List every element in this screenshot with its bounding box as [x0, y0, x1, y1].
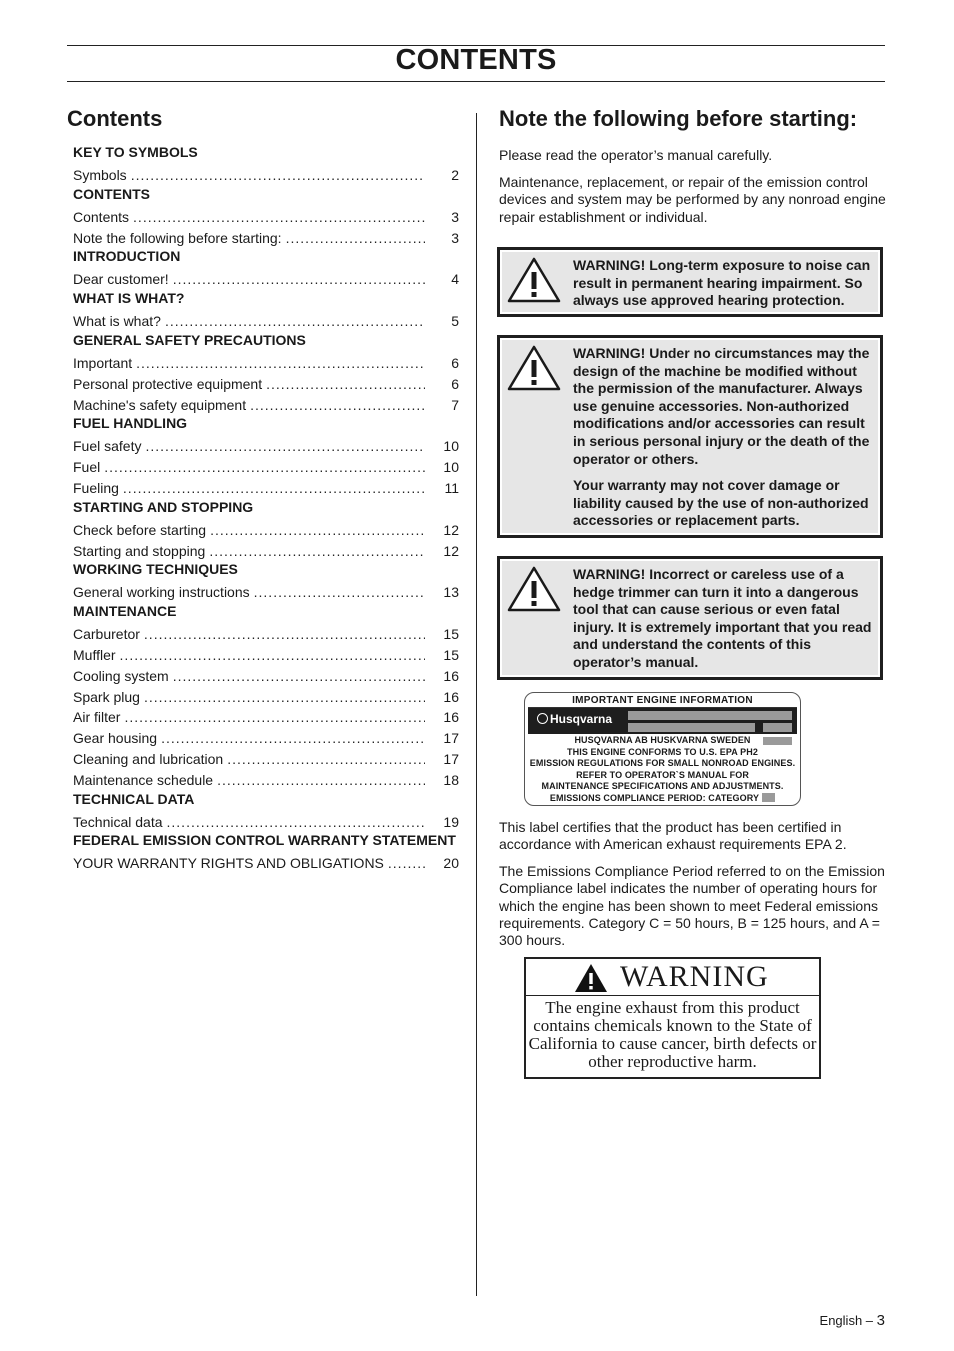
engine-information-label [524, 692, 801, 806]
toc-page-number: 19 [443, 813, 459, 830]
toc-section-title: TECHNICAL DATA [73, 790, 195, 807]
toc-page-number: 5 [451, 313, 459, 330]
toc-entry-text: Dear customer! [73, 271, 169, 288]
engine-label-field [628, 711, 792, 720]
toc-leader-dots [120, 645, 425, 666]
engine-label-line: REFER TO OPERATOR`S MANUAL FOR [576, 769, 749, 780]
toc-entry[interactable] [73, 520, 459, 541]
toc-page-number: 10 [443, 459, 459, 476]
toc-entry-text: Fueling [73, 479, 119, 496]
toc-leader-dots [173, 269, 425, 290]
toc-entry[interactable] [73, 624, 459, 645]
toc-leader-dots [250, 395, 425, 416]
toc-entry-text: Check before starting [73, 521, 207, 538]
toc-leader-dots [145, 436, 425, 457]
california-warning-box [524, 957, 821, 1079]
toc-entry-text: Cooling system [73, 667, 169, 684]
toc-page-number: 3 [451, 208, 459, 225]
toc-page-number: 16 [443, 667, 459, 684]
toc-entry[interactable] [73, 770, 459, 791]
toc-page-number: 12 [443, 542, 459, 559]
toc-leader-dots [161, 728, 425, 749]
toc-entry[interactable] [73, 582, 459, 603]
toc-entry-text: Fuel [73, 459, 101, 476]
engine-label-line-category [525, 793, 800, 805]
toc-entry-text: What is what? [73, 313, 161, 330]
warning-paragraph: WARNING! Incorrect or careless use of a hedge trimmer can turn it into a dangerous tool that can cause serious or even fatal injury. It is extremely important that you read and understand the contents of this operator’s manual. [573, 566, 872, 670]
toc-leader-dots [133, 207, 425, 228]
page-footer [820, 1312, 885, 1329]
california-warning-text: The engine exhaust from this product contains chemicals known to the State of California to cause cancer, birth defects or other reproductive harm. [528, 998, 817, 1071]
warning-text [573, 338, 874, 530]
engine-label-field [763, 723, 792, 732]
toc-entry[interactable] [73, 395, 459, 416]
husqvarna-logo [537, 712, 612, 726]
toc-entry[interactable] [73, 645, 459, 666]
toc-page-number: 16 [443, 688, 459, 705]
column-divider [476, 113, 477, 1296]
toc-leader-dots [210, 520, 425, 541]
toc-entry-text: Important [73, 354, 133, 371]
toc-leader-dots [136, 353, 425, 374]
toc-entry-text: Personal protective equipment [73, 375, 263, 392]
footer-separator: – [865, 1313, 874, 1328]
toc-entry-text: Technical data [73, 813, 163, 830]
toc-leader-dots [165, 311, 425, 332]
toc-section-title: KEY TO SYMBOLS [73, 144, 198, 160]
toc-leader-dots [131, 165, 425, 186]
toc-entry[interactable] [73, 728, 459, 749]
toc-entry[interactable] [73, 353, 459, 374]
maintenance-paragraph: Maintenance, replacement, or repair of the emission control devices and system may be performed by any nonroad engine repair establishment or individual. [499, 174, 886, 225]
note-heading: Note the following before starting: [499, 106, 858, 131]
toc-leader-dots [104, 457, 425, 478]
toc-entry[interactable] [73, 687, 459, 708]
toc-entry-text: Carburetor [73, 626, 140, 643]
warning-paragraph: WARNING! Under no circumstances may the design of the machine be modified without the permission of the manufacturer. Always use genuine accessories. Non-authorized modifications and/or accessories can result in serious personal injury or the death of the operator or others. [573, 345, 870, 467]
toc-page-number: 3 [451, 229, 459, 246]
toc-entry-text: General working instructions [73, 584, 250, 601]
warning-paragraph: WARNING! Long-term exposure to noise can result in permanent hearing impairment. So always use approved hearing protection. [573, 257, 871, 309]
toc-page-number: 6 [451, 375, 459, 392]
warning-text [573, 250, 874, 310]
engine-label-text [525, 735, 800, 805]
engine-label-line: HUSQVARNA AB HUSKVARNA SWEDEN [574, 735, 751, 745]
toc-entry-text: Cleaning and lubrication [73, 750, 224, 767]
warning-triangle-icon [574, 963, 608, 993]
toc-leader-dots [123, 478, 425, 499]
toc-page-number: 16 [443, 709, 459, 726]
warning-triangle-icon [506, 256, 562, 304]
toc-page-number: 10 [443, 438, 459, 455]
toc-entry[interactable] [73, 436, 459, 457]
warning-box-noise [497, 247, 883, 317]
toc-page-number: 2 [451, 167, 459, 183]
toc-heading: Contents [67, 106, 163, 131]
category-field [762, 793, 775, 802]
california-warning-heading: WARNING [620, 960, 769, 993]
toc-leader-dots [209, 541, 425, 562]
page-number: 3 [876, 1312, 885, 1329]
engine-label-line: EMISSION REGULATIONS FOR SMALL NONROAD ENGINES. [529, 758, 796, 769]
toc-page-number: 20 [443, 855, 459, 872]
toc-page-number: 7 [451, 396, 459, 413]
toc-entry[interactable] [73, 478, 459, 499]
toc-section-title: WORKING TECHNIQUES [73, 561, 238, 578]
toc-section-title: CONTENTS [73, 185, 150, 202]
toc-entry-text: Maintenance schedule [73, 771, 214, 788]
toc-entry[interactable] [73, 374, 459, 395]
toc-entry-text: Contents [73, 208, 130, 225]
toc-entry-text: Machine's safety equipment [73, 396, 247, 413]
toc-entry-text: Fuel safety [73, 438, 142, 455]
california-warning-header [526, 959, 819, 996]
toc-leader-dots [254, 582, 425, 603]
toc-section-title: GENERAL SAFETY PRECAUTIONS [73, 331, 306, 348]
toc-entry[interactable] [73, 311, 459, 332]
brand-name: Husqvarna [550, 712, 613, 726]
toc-page-number: 13 [443, 584, 459, 601]
warning-text [573, 559, 874, 672]
title-underline [67, 81, 885, 82]
toc-entry[interactable] [73, 228, 459, 249]
compliance-period-paragraph: The Emissions Compliance Period referred to on the Emission Compliance label indicates the number of operating hours for which the engine has been shown to meet Federal emissions requirements. Category C = 50 hours, B = 125 hours, and A = 300 hours. [499, 863, 885, 949]
toc-leader-dots [167, 812, 425, 833]
toc-section-title: FEDERAL EMISSION CONTROL WARRANTY STATEMENT [73, 832, 456, 849]
label-certification-paragraph: This label certifies that the product has been certified in accordance with American exhaust requirements EPA 2. [499, 819, 847, 853]
engine-label-line: MAINTENANCE SPECIFICATIONS AND ADJUSTMENTS. [541, 781, 784, 792]
warning-triangle-icon [506, 344, 562, 392]
table-of-contents [73, 144, 459, 874]
toc-entry[interactable] [73, 165, 459, 186]
toc-entry-text: Note the following before starting: [73, 229, 282, 246]
toc-leader-dots [217, 770, 425, 791]
engine-label-line: THIS ENGINE CONFORMS TO U.S. EPA PH2 [567, 746, 758, 757]
warning-box-careless-use [497, 556, 883, 680]
page-title: CONTENTS [395, 44, 557, 76]
toc-entry[interactable] [73, 541, 459, 562]
toc-entry[interactable] [73, 707, 459, 728]
toc-entry[interactable] [73, 749, 459, 770]
footer-language: English [819, 1313, 863, 1328]
toc-entry-text: Air filter [73, 709, 121, 726]
toc-page-number: 11 [444, 479, 459, 496]
toc-leader-dots [388, 853, 425, 874]
toc-entry[interactable] [73, 812, 459, 833]
toc-entry-text: Gear housing [73, 730, 158, 747]
toc-page-number: 18 [443, 771, 459, 788]
toc-page-number: 6 [451, 354, 459, 371]
husqvarna-crown-icon [537, 713, 548, 724]
toc-entry[interactable] [73, 457, 459, 478]
toc-leader-dots [227, 749, 425, 770]
warning-box-modification [497, 335, 883, 538]
toc-entry-text: Symbols [73, 167, 127, 183]
toc-entry-text: Spark plug [73, 688, 140, 705]
toc-leader-dots [144, 624, 425, 645]
toc-leader-dots [173, 666, 425, 687]
toc-leader-dots [124, 707, 425, 728]
toc-entry[interactable] [73, 207, 459, 228]
toc-page-number: 12 [443, 521, 459, 538]
toc-leader-dots [144, 687, 425, 708]
toc-entry[interactable] [73, 666, 459, 687]
toc-page-number: 15 [443, 646, 459, 663]
toc-page-number: 17 [443, 730, 459, 747]
engine-label-title: IMPORTANT ENGINE INFORMATION [572, 695, 753, 706]
toc-page-number: 17 [443, 750, 459, 767]
toc-section-title: FUEL HANDLING [73, 415, 188, 432]
toc-section-title: INTRODUCTION [73, 248, 181, 265]
toc-page-number: 4 [451, 271, 459, 288]
toc-entry-text: Muffler [73, 646, 116, 663]
intro-paragraph: Please read the operator’s manual carefully. [499, 147, 773, 163]
toc-page-number: 15 [443, 626, 459, 643]
toc-section-title: WHAT IS WHAT? [73, 290, 185, 307]
toc-entry[interactable] [73, 853, 459, 874]
toc-section-title: STARTING AND STOPPING [73, 498, 254, 515]
toc-entry-text: YOUR WARRANTY RIGHTS AND OBLIGATIONS [73, 855, 384, 872]
toc-section-title: MAINTENANCE [73, 603, 177, 620]
toc-leader-dots [286, 228, 425, 249]
engine-label-field [628, 723, 755, 732]
warranty-paragraph: Your warranty may not cover damage or liability caused by the use of non-authorized accessories or replacement parts. [573, 477, 869, 529]
toc-entry-text: Starting and stopping [73, 542, 206, 559]
toc-entry[interactable] [73, 269, 459, 290]
warning-triangle-icon [506, 565, 562, 613]
engine-label-line: EMISSIONS COMPLIANCE PERIOD: CATEGORY [549, 792, 760, 803]
toc-leader-dots [266, 374, 425, 395]
